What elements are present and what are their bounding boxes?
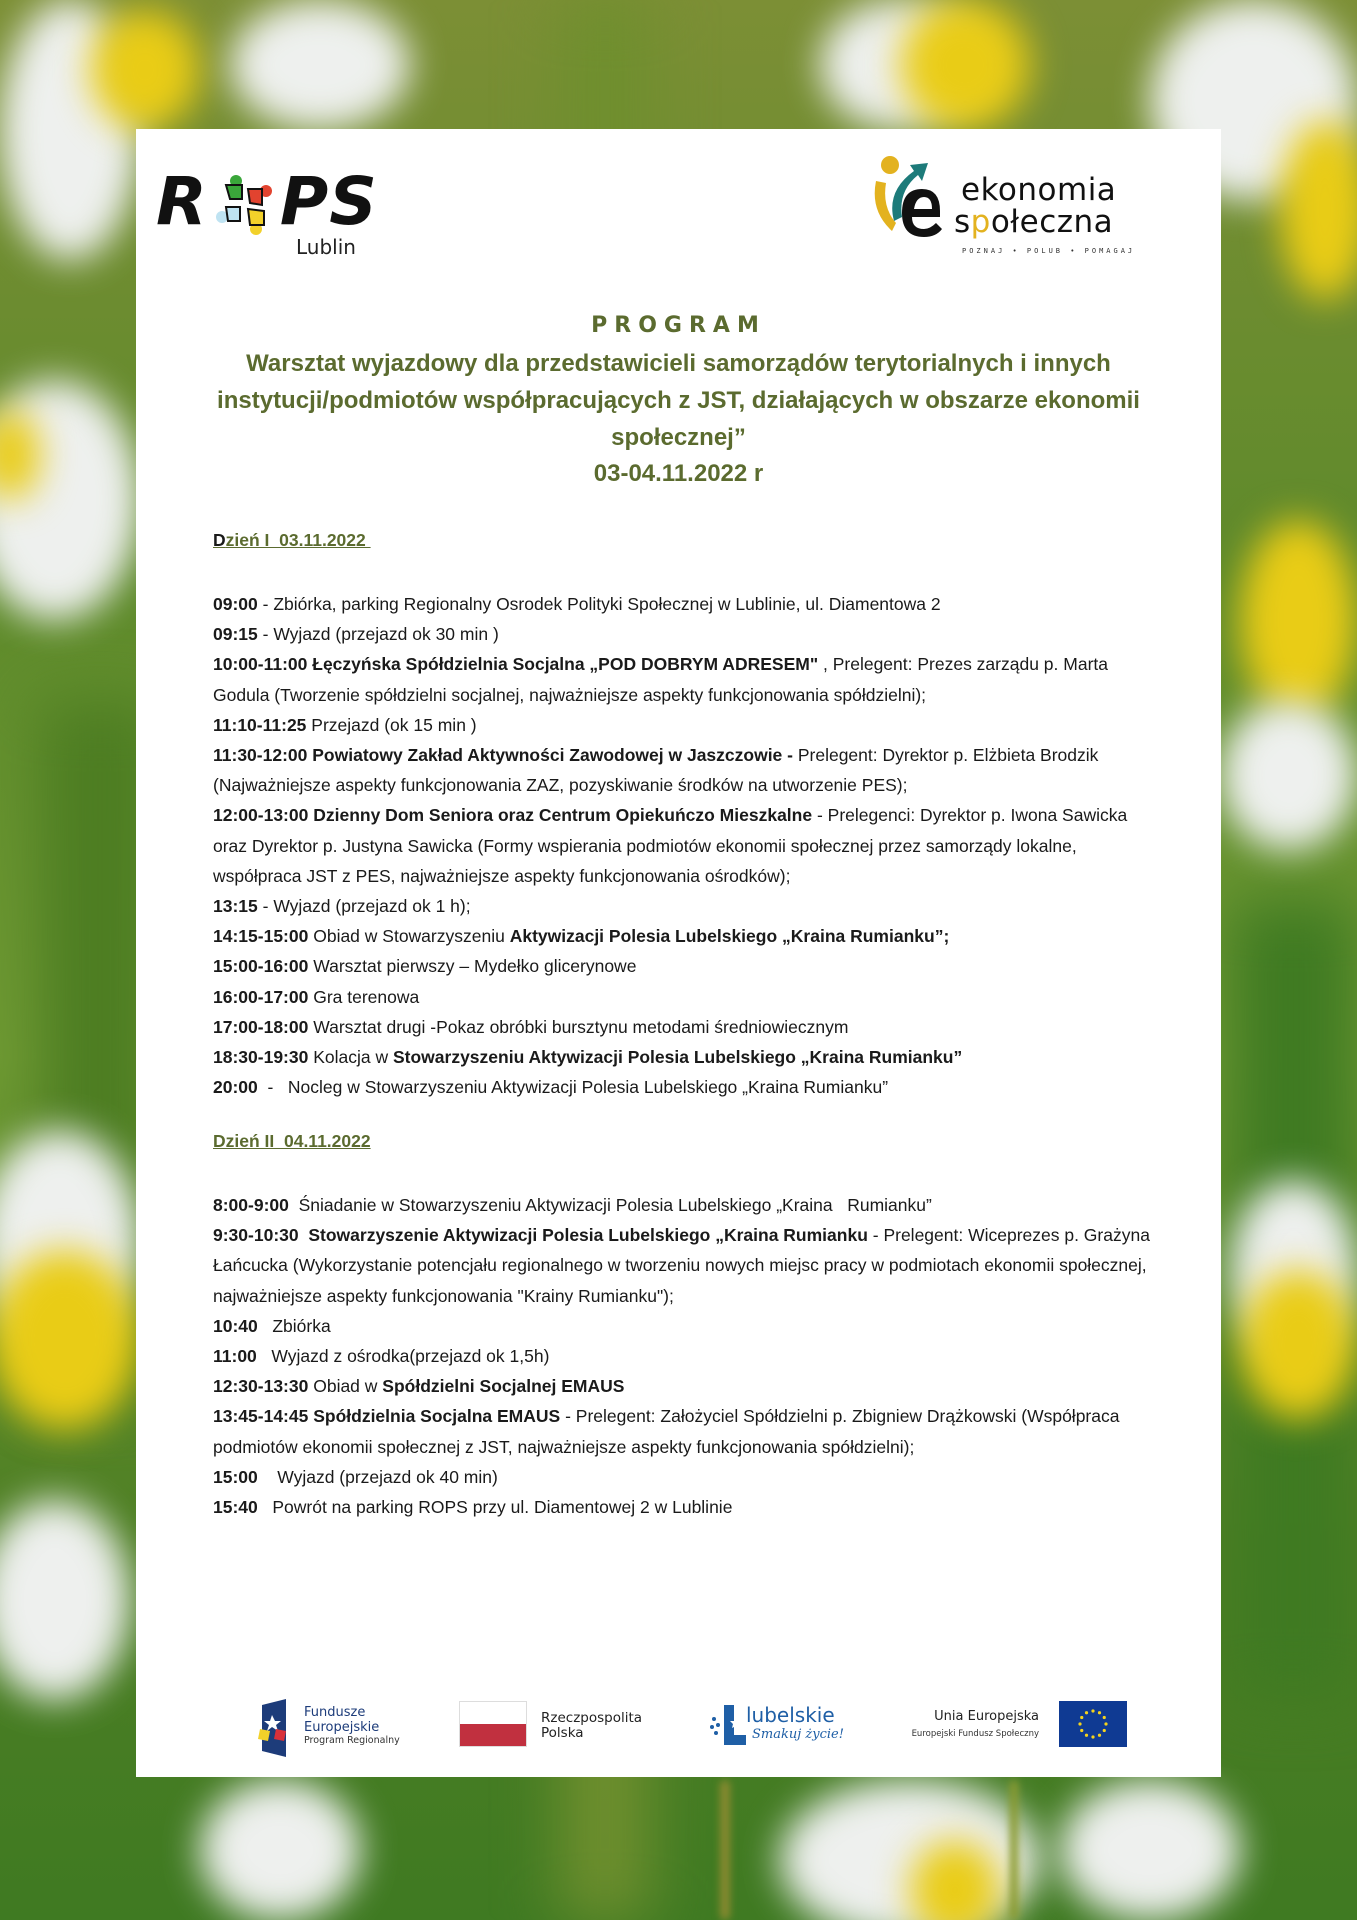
- entry-time: 14:15-15:00: [213, 926, 309, 947]
- ekonomia-word: ekonomia: [961, 172, 1117, 208]
- spoleczna-part: s: [954, 204, 971, 240]
- schedule-entry: [213, 1220, 1153, 1311]
- entry-venue: Stowarzyszenie Aktywizacji Polesia Lubelskiego „Kraina Rumianku: [298, 1225, 868, 1246]
- entry-description: - Prelegent: Założyciel Spółdzielni p. Zbigniew Drążkowski (Współpraca podmiotów ekonomii społecznej z JST, najważniejsze aspekty funkcjonowania spółdzielni);: [213, 1406, 1125, 1457]
- day-heading-text: zień I 03.11.2022: [225, 530, 371, 550]
- entry-description: - Prelegenci: Dyrektor p. Iwona Sawicka oraz Dyrektor p. Justyna Sawicka (Formy wspierania podmiotów ekonomii społecznej przez samorządy lokalne, współpraca JST z PES, najważniejsze aspekty funkcjonowania ośrodków);: [213, 805, 1133, 886]
- sponsor-logos: [136, 1689, 1221, 1759]
- eu-star-icon: [1098, 1734, 1101, 1737]
- entry-time: 09:00: [213, 594, 258, 614]
- entry-description: Gra terenowa: [308, 986, 420, 1007]
- entry-description: Warsztat pierwszy – Mydełko glicerynowe: [308, 956, 637, 977]
- schedule-entry: [213, 1042, 1153, 1072]
- spoleczna-word: [954, 204, 1114, 240]
- eu-flag-icon: [1059, 1701, 1127, 1747]
- entry-description: Obiad w Stowarzyszeniu: [308, 926, 510, 947]
- schedule-entry: [213, 1311, 1153, 1341]
- eu-star-icon: [1091, 1735, 1094, 1738]
- rops-letters-ps: PS: [279, 163, 378, 240]
- entry-description: Warsztat drugi -Pokaz obróbki bursztynu metodami średniowiecznym: [308, 1016, 849, 1037]
- lubelskie-slogan: Smakuj życie!: [752, 1727, 844, 1742]
- day-heading-initial: D: [213, 530, 226, 550]
- ekonomia-spoleczna-logo: [866, 151, 1186, 261]
- entry-time: 8:00-9:00: [213, 1195, 289, 1215]
- spoleczna-highlight: p: [970, 204, 991, 240]
- program-heading: PROGRAM: [591, 313, 766, 338]
- schedule-entry: [213, 1341, 1153, 1371]
- entry-description: - Zbiórka, parking Regionalny Osrodek Polityki Społecznej w Lublinie, ul. Diamentowa 2: [257, 594, 941, 614]
- entry-venue: Stowarzyszeniu Aktywizacji Polesia Lubelskiego „Kraina Rumianku”: [392, 1047, 963, 1068]
- rops-people-icon: [214, 173, 276, 235]
- spoleczna-part: ołeczna: [990, 204, 1114, 240]
- entry-description: - Nocleg w Stowarzyszeniu Aktywizacji Polesia Lubelskiego „Kraina Rumianku”: [257, 1077, 889, 1098]
- entry-time: 09:15: [213, 624, 258, 645]
- schedule-entry: [213, 1012, 1153, 1042]
- entry-time: 15:00: [213, 1466, 258, 1487]
- eu-star-icon: [1104, 1722, 1107, 1725]
- entry-time: 15:00-16:00: [213, 956, 309, 977]
- rops-lublin-logo: [156, 163, 396, 269]
- entry-venue: Aktywizacji Polesia Lubelskiego „Kraina Rumianku”;: [509, 926, 950, 947]
- schedule-entry: [213, 589, 1153, 619]
- entry-time: 15:40: [213, 1497, 258, 1518]
- day-1-section: [213, 528, 1153, 1102]
- day-1-entries: [213, 589, 1153, 1102]
- entry-time: 20:00: [213, 1077, 258, 1098]
- entry-time: 12:30-13:30: [213, 1376, 309, 1397]
- entry-time: 17:00-18:00: [213, 1016, 309, 1037]
- schedule-entry: [213, 1371, 1153, 1401]
- ue-fund: Europejski Fundusz Społeczny: [911, 1729, 1039, 1739]
- schedule-entry: [213, 800, 1153, 891]
- entry-time: 11:10-11:25: [213, 714, 307, 735]
- entry-time: 9:30-10:30: [213, 1225, 299, 1246]
- schedule-entry: [213, 1190, 1153, 1220]
- fundusze-name: [304, 1705, 379, 1735]
- entry-time: 18:30-19:30: [213, 1047, 309, 1068]
- lubelskie-name: lubelskie: [746, 1703, 835, 1727]
- unia-europejska-logo: [897, 1699, 1127, 1749]
- entry-venue: Spółdzielni Socjalnej EMAUS: [382, 1376, 625, 1397]
- entry-description: Powrót na parking ROPS przy ul. Diamentowej 2 w Lublinie: [257, 1497, 733, 1518]
- entry-description: Zbiórka: [257, 1315, 331, 1336]
- entry-venue: Spółdzielnia Socjalna EMAUS: [308, 1406, 561, 1427]
- entry-time: 16:00-17:00: [213, 986, 309, 1007]
- schedule-entry: [213, 1072, 1153, 1102]
- eu-star-icon: [1091, 1709, 1094, 1712]
- entry-time: 11:30-12:00: [213, 745, 308, 766]
- entry-description: Śniadanie w Stowarzyszeniu Aktywizacji Polesia Lubelskiego „Kraina Rumianku”: [288, 1195, 932, 1215]
- day-2-entries: [213, 1190, 1153, 1522]
- schedule-entry: [213, 951, 1153, 981]
- event-date: 03-04.11.2022 r: [593, 460, 764, 487]
- day-2-section: [213, 1129, 1153, 1522]
- rp-name: [541, 1711, 642, 1741]
- entry-venue: Powiatowy Zakład Aktywności Zawodowej w Jaszczowie -: [307, 745, 793, 766]
- fundusze-program: Program Regionalny: [304, 1735, 400, 1746]
- entry-description: Przejazd (ok 15 min ): [306, 714, 477, 735]
- entry-time: 10:40: [213, 1315, 258, 1336]
- day-1-heading: [213, 528, 1153, 552]
- eu-star-icon: [1103, 1729, 1106, 1732]
- rp-line2: Polska: [541, 1725, 584, 1741]
- fundusze-flag-icon: [258, 1699, 290, 1757]
- rp-line1: Rzeczpospolita: [541, 1710, 643, 1726]
- schedule-entry: [213, 1462, 1153, 1492]
- eu-star-icon: [1080, 1716, 1083, 1719]
- eu-star-icon: [1078, 1722, 1081, 1725]
- lubelskie-l-icon: [708, 1703, 748, 1747]
- schedule-entry: [213, 921, 1153, 951]
- eu-star-icon: [1103, 1716, 1106, 1719]
- entry-time: 12:00-13:00: [213, 805, 309, 826]
- ue-name: Unia Europejska: [934, 1709, 1039, 1724]
- eu-star-icon: [1080, 1729, 1083, 1732]
- entry-description: Obiad w: [308, 1376, 383, 1397]
- entry-venue: Łęczyńska Spółdzielnia Socjalna „POD DOBRYM ADRESEM": [307, 654, 819, 675]
- entry-description: - Wyjazd (przejazd ok 30 min ): [257, 624, 499, 645]
- polish-flag-icon: [459, 1701, 527, 1747]
- entry-time: 11:00: [213, 1346, 257, 1367]
- entry-description: , Prelegent: Prezes zarządu p. Marta Godula (Tworzenie spółdzielni socjalnej, najważniejsze aspekty funkcjonowania spółdzielni);: [213, 654, 1113, 705]
- rops-city-label: Lublin: [296, 235, 356, 259]
- eu-star-icon: [1085, 1734, 1088, 1737]
- title-block: [136, 311, 1221, 492]
- workshop-title: Warsztat wyjazdowy dla przedstawicieli samorządów terytorialnych i innych instytucji/podmiotów współpracujących z JST, działających w obszarze ekonomii społecznej”: [217, 350, 1140, 451]
- entry-description: Wyjazd z ośrodka(przejazd ok 1,5h): [256, 1346, 550, 1367]
- schedule-entry: [213, 619, 1153, 649]
- entry-description: Kolacja w: [308, 1047, 393, 1068]
- day-2-heading: [213, 1129, 1153, 1153]
- schedule-entry: [213, 1401, 1153, 1461]
- rops-letter-r: R: [156, 163, 208, 240]
- entry-description: Prelegent: Dyrektor p. Elżbieta Brodzik (Najważniejsze aspekty funkcjonowania ZAZ, pozyskiwanie środków na utworzenie PES);: [213, 745, 1104, 796]
- eu-star-icon: [1098, 1711, 1101, 1714]
- schedule-entry: [213, 740, 1153, 800]
- entry-description: - Wyjazd (przejazd ok 1 h);: [257, 896, 471, 917]
- day-heading-text: Dzień II 04.11.2022: [213, 1131, 371, 1151]
- schedule-entry: [213, 982, 1153, 1012]
- fundusze-line2: Europejskie: [304, 1720, 380, 1735]
- ekonomia-tagline: POZNAJ • POLUB • POMAGAJ: [962, 247, 1136, 255]
- entry-time: 10:00-11:00: [213, 654, 308, 675]
- program-card: [136, 129, 1221, 1777]
- entry-time: 13:45-14:45: [213, 1406, 309, 1427]
- eu-star-icon: [1085, 1711, 1088, 1714]
- ekonomia-e-icon: [866, 151, 966, 251]
- entry-description: Wyjazd (przejazd ok 40 min): [257, 1466, 498, 1487]
- schedule-entry: [213, 891, 1153, 921]
- entry-time: 13:15: [213, 896, 258, 917]
- schedule-entry: [213, 710, 1153, 740]
- fundusze-line1: Fundusze: [304, 1705, 366, 1720]
- entry-venue: Dzienny Dom Seniora oraz Centrum Opiekuńczo Mieszkalne: [308, 805, 813, 826]
- schedule-entry: [213, 649, 1153, 709]
- schedule-entry: [213, 1492, 1153, 1522]
- entry-description: - Prelegent: Wiceprezes p. Grażyna Łańcucka (Wykorzystanie potencjału regionalnego w tworzeniu nowych miejsc pracy w podmiotach ekonomii społecznej, najważniejsze aspekty funkcjonowania "Krainy Rumianku");: [213, 1225, 1155, 1306]
